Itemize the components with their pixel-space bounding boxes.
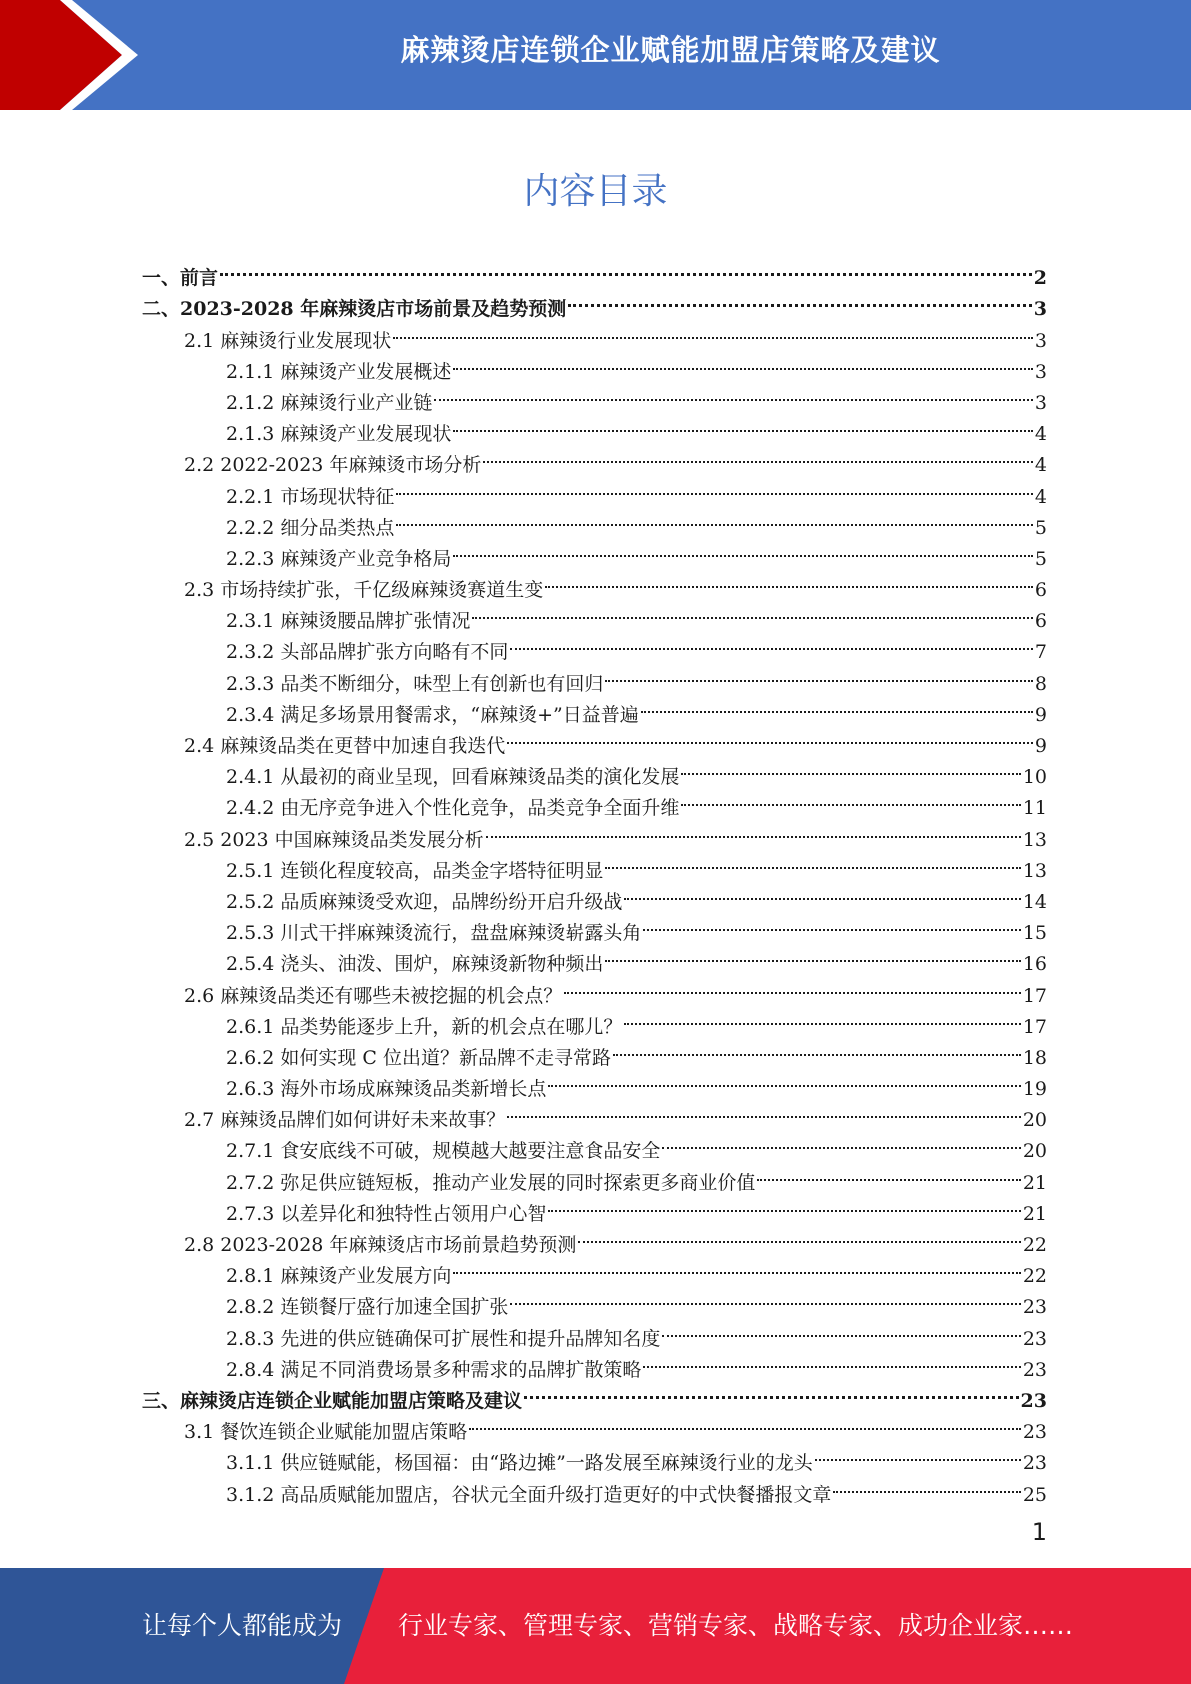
toc-dot-leader [662, 1313, 1020, 1344]
footer-slogan-right: 行业专家、管理专家、营销专家、战略专家、成功企业家…… [398, 1611, 1074, 1640]
toc-dot-leader [396, 471, 1033, 502]
toc-entry-page: 22 [1022, 1265, 1047, 1288]
toc-entry-page: 23 [1020, 1389, 1047, 1412]
toc-entry-page: 17 [1022, 1015, 1047, 1038]
toc-entry-page: 10 [1022, 766, 1047, 789]
toc-entry-page: 4 [1034, 423, 1047, 446]
toc-entry-page: 16 [1022, 953, 1047, 976]
toc-dot-leader [434, 378, 1033, 409]
toc-dot-leader [641, 690, 1033, 721]
toc-dot-leader [548, 1064, 1020, 1095]
toc-dot-leader [681, 783, 1020, 814]
toc-entry-page: 13 [1022, 859, 1047, 882]
toc-entry-label: 2.3 市场持续扩张，千亿级麻辣烫赛道生变 [184, 579, 544, 602]
toc-dot-leader [815, 1438, 1021, 1469]
toc-dot-leader [393, 315, 1033, 346]
toc-dot-leader [453, 409, 1033, 440]
toc-entry-label: 2.2.3 麻辣烫产业竞争格局 [226, 547, 452, 570]
toc-entry-label: 2.7.3 以差异化和独特性占领用户心智 [226, 1202, 547, 1225]
toc-entry-label: 2.7 麻辣烫品牌们如何讲好未来故事？ [184, 1109, 506, 1132]
toc-entry[interactable] [0, 1469, 1191, 1506]
toc-dot-leader [643, 1345, 1020, 1376]
toc-entry-page: 5 [1034, 516, 1047, 539]
toc-entry[interactable] [0, 721, 1191, 757]
header-banner [0, 0, 1191, 110]
toc-dot-leader [510, 1282, 1020, 1313]
toc-entry[interactable] [0, 627, 1191, 664]
toc-entry-label: 2.2 2022-2023 年麻辣烫市场分析 [184, 454, 482, 477]
toc-entry-label: 2.4.2 由无序竞争进入个性化竞争，品类竞争全面升维 [226, 797, 680, 820]
toc-entry-label: 3.1.1 供应链赋能，杨国福：由“路边摊”一路发展至麻辣烫行业的龙头 [226, 1452, 813, 1475]
toc-entry-label: 2.6 麻辣烫品类还有哪些未被挖掘的机会点？ [184, 984, 563, 1007]
toc-entry-label: 2.5.3 川式干拌麻辣烫流行，盘盘麻辣烫崭露头角 [226, 922, 642, 945]
toc-dot-leader [483, 440, 1032, 471]
toc-entry-label: 2.6.3 海外市场成麻辣烫品类新增长点 [226, 1078, 547, 1101]
toc-entry-label: 2.1 麻辣烫行业发展现状 [184, 329, 392, 352]
toc-entry-page: 22 [1022, 1234, 1047, 1256]
toc-entry-page: 21 [1022, 1202, 1047, 1225]
toc-entry[interactable] [0, 814, 1191, 851]
toc-dot-leader [524, 1376, 1019, 1407]
toc-entry-page: 9 [1034, 735, 1047, 757]
toc-dot-leader [453, 347, 1033, 378]
toc-entry[interactable] [0, 1189, 1191, 1225]
toc-entry-page: 19 [1022, 1078, 1047, 1101]
toc-entry-label: 2.7.2 弥足供应链短板，推动产业发展的同时探索更多商业价值 [226, 1171, 756, 1194]
toc-entry-label: 2.5.4 浇头、油泼、围炉，麻辣烫新物种频出 [226, 953, 604, 976]
toc-entry[interactable] [0, 783, 1191, 820]
toc-entry[interactable] [0, 1282, 1191, 1319]
toc-entry[interactable] [0, 534, 1191, 570]
toc-entry-label: 2.1.1 麻辣烫产业发展概述 [226, 360, 452, 383]
toc-entry-page: 17 [1022, 984, 1047, 1007]
toc-entry-page: 11 [1022, 797, 1047, 820]
toc-dot-leader [757, 1157, 1020, 1188]
toc-entry-page: 8 [1034, 672, 1047, 695]
toc-entry-label: 2.3.3 品类不断细分，味型上有创新也有回归 [226, 672, 604, 695]
toc-entry[interactable] [0, 378, 1191, 414]
toc-entry-page: 3 [1034, 360, 1047, 383]
toc-entry-label: 2.6.2 如何实现 C 位出道？新品牌不走寻常路 [226, 1046, 612, 1069]
toc-entry[interactable] [0, 347, 1191, 383]
toc-entry-label: 2.8.2 连锁餐厅盛行加速全国扩张 [226, 1296, 509, 1319]
toc-entry[interactable] [0, 253, 1191, 290]
toc-dot-leader [605, 939, 1020, 970]
toc-entry-label: 2.5.2 品质麻辣烫受欢迎，品牌纷纷开启升级战 [226, 890, 623, 913]
toc-entry-label: 3.1.2 高品质赋能加盟店，谷状元全面升级打造更好的中式快餐播报文章 [226, 1483, 832, 1506]
toc-entry-label: 2.4 麻辣烫品类在更替中加速自我迭代 [184, 735, 506, 757]
toc-entry-label: 2.4.1 从最初的商业呈现，回看麻辣烫品类的演化发展 [226, 766, 680, 789]
toc-entry[interactable] [0, 1157, 1191, 1194]
toc-dot-leader [507, 721, 1033, 752]
toc-entry-page: 20 [1022, 1109, 1047, 1132]
toc-entry-page: 7 [1034, 641, 1047, 664]
toc-dot-leader [453, 1251, 1020, 1282]
toc-dot-leader [624, 877, 1020, 908]
toc-entry-label: 2.1.3 麻辣烫产业发展现状 [226, 423, 452, 446]
toc-entry-page: 6 [1034, 579, 1047, 602]
toc-entry-page: 3 [1034, 329, 1047, 352]
toc-dot-leader [510, 627, 1033, 658]
toc-entry[interactable] [0, 939, 1191, 976]
toc-entry-page: 23 [1022, 1327, 1047, 1350]
toc-entry[interactable] [0, 1064, 1191, 1101]
toc-entry-page: 20 [1022, 1140, 1047, 1163]
toc-entry[interactable] [0, 284, 1191, 321]
toc-entry-label: 2.2.2 细分品类热点 [226, 516, 395, 539]
toc-dot-leader [548, 1189, 1020, 1220]
toc-dot-leader [220, 253, 1032, 284]
toc-entry[interactable] [0, 1345, 1191, 1381]
toc-entry[interactable] [0, 1095, 1191, 1132]
toc-entry-page: 3 [1034, 391, 1047, 414]
toc-entry-page: 13 [1022, 828, 1047, 851]
toc-entry[interactable] [0, 970, 1191, 1007]
footer-slogan-left: 让每个人都能成为 [142, 1611, 343, 1640]
toc-entry-page: 6 [1034, 610, 1047, 633]
toc-entry-page: 4 [1034, 454, 1047, 477]
toc-entry-label: 2.8 2023-2028 年麻辣烫店市场前景趋势预测 [184, 1234, 577, 1256]
toc-entry[interactable] [0, 877, 1191, 913]
toc-dot-leader [681, 752, 1020, 783]
table-of-contents [0, 253, 1191, 1506]
toc-entry-label: 二、2023-2028 年麻辣烫店市场前景及趋势预测 [142, 298, 567, 321]
header-chevron-icon [0, 0, 160, 110]
toc-entry-page: 23 [1022, 1452, 1047, 1475]
toc-entry-label: 一、前言 [142, 267, 219, 290]
toc-entry-label: 三、麻辣烫店连锁企业赋能加盟店策略及建议 [142, 1389, 523, 1412]
toc-entry-page: 2 [1033, 267, 1047, 290]
toc-entry-page: 4 [1034, 485, 1047, 508]
toc-dot-leader [568, 284, 1032, 315]
toc-entry[interactable] [0, 565, 1191, 602]
toc-entry-label: 2.6.1 品类势能逐步上升，新的机会点在哪儿？ [226, 1015, 623, 1038]
toc-entry-page: 23 [1022, 1296, 1047, 1319]
toc-entry[interactable] [0, 1220, 1191, 1256]
toc-entry[interactable] [0, 1033, 1191, 1069]
toc-entry-label: 2.5 2023 中国麻辣烫品类发展分析 [184, 828, 484, 851]
toc-dot-leader [833, 1469, 1020, 1500]
toc-entry-label: 2.8.1 麻辣烫产业发展方向 [226, 1265, 452, 1288]
toc-dot-leader [662, 1126, 1020, 1157]
toc-entry[interactable] [0, 503, 1191, 539]
toc-entry[interactable] [0, 471, 1191, 508]
toc-dot-leader [613, 1033, 1021, 1064]
toc-entry[interactable] [0, 409, 1191, 446]
toc-entry[interactable] [0, 908, 1191, 945]
toc-entry[interactable] [0, 1438, 1191, 1475]
toc-entry[interactable] [0, 1376, 1191, 1412]
toc-dot-leader [578, 1220, 1020, 1251]
toc-entry-label: 2.3.4 满足多场景用餐需求，“麻辣烫+”日益普遍 [226, 703, 639, 726]
toc-entry-label: 2.1.2 麻辣烫行业产业链 [226, 391, 433, 414]
page-number: 1 [1031, 1518, 1047, 1546]
toc-dot-leader [545, 565, 1033, 596]
toc-dot-leader [453, 534, 1033, 565]
toc-entry[interactable] [0, 315, 1191, 352]
toc-entry-label: 2.2.1 市场现状特征 [226, 485, 395, 508]
toc-dot-leader [396, 503, 1033, 534]
toc-entry[interactable] [0, 690, 1191, 726]
toc-entry-label: 2.7.1 食安底线不可破，规模越大越要注意食品安全 [226, 1140, 661, 1163]
toc-entry-label: 2.3.2 头部品牌扩张方向略有不同 [226, 641, 509, 664]
toc-entry[interactable] [0, 1313, 1191, 1350]
document-title: 麻辣烫店连锁企业赋能加盟店策略及建议 [400, 33, 941, 67]
toc-entry[interactable] [0, 752, 1191, 789]
toc-entry-page: 5 [1034, 547, 1047, 570]
toc-dot-leader [605, 846, 1020, 877]
toc-title: 内容目录 [523, 171, 668, 212]
toc-entry[interactable] [0, 846, 1191, 882]
toc-dot-leader [605, 658, 1033, 689]
toc-entry-page: 15 [1022, 922, 1047, 945]
toc-entry[interactable] [0, 658, 1191, 695]
footer-banner [0, 1568, 1191, 1684]
toc-entry-label: 2.5.1 连锁化程度较高，品类金字塔特征明显 [226, 859, 604, 882]
toc-dot-leader [507, 1095, 1021, 1126]
toc-entry-page: 3 [1033, 298, 1047, 321]
toc-dot-leader [472, 596, 1033, 627]
toc-entry[interactable] [0, 1407, 1191, 1444]
toc-entry-page: 14 [1022, 890, 1047, 913]
toc-entry-page: 23 [1022, 1358, 1047, 1381]
toc-entry[interactable] [0, 1002, 1191, 1038]
toc-dot-leader [486, 814, 1021, 845]
toc-entry[interactable] [0, 596, 1191, 633]
toc-entry-label: 2.8.3 先进的供应链确保可扩展性和提升品牌知名度 [226, 1327, 661, 1350]
toc-dot-leader [469, 1407, 1021, 1438]
toc-entry-page: 18 [1022, 1046, 1047, 1069]
toc-entry[interactable] [0, 1251, 1191, 1288]
toc-entry-page: 25 [1022, 1483, 1047, 1506]
toc-entry-page: 23 [1022, 1421, 1047, 1444]
toc-entry-label: 3.1 餐饮连锁企业赋能加盟店策略 [184, 1421, 468, 1444]
toc-entry-label: 2.8.4 满足不同消费场景多种需求的品牌扩散策略 [226, 1358, 642, 1381]
toc-dot-leader [564, 970, 1021, 1001]
toc-dot-leader [624, 1002, 1020, 1033]
toc-entry-page: 21 [1022, 1171, 1047, 1194]
toc-entry[interactable] [0, 440, 1191, 477]
toc-entry[interactable] [0, 1126, 1191, 1163]
toc-entry-page: 9 [1034, 703, 1047, 726]
toc-dot-leader [643, 908, 1020, 939]
toc-entry-label: 2.3.1 麻辣烫腰品牌扩张情况 [226, 610, 471, 633]
